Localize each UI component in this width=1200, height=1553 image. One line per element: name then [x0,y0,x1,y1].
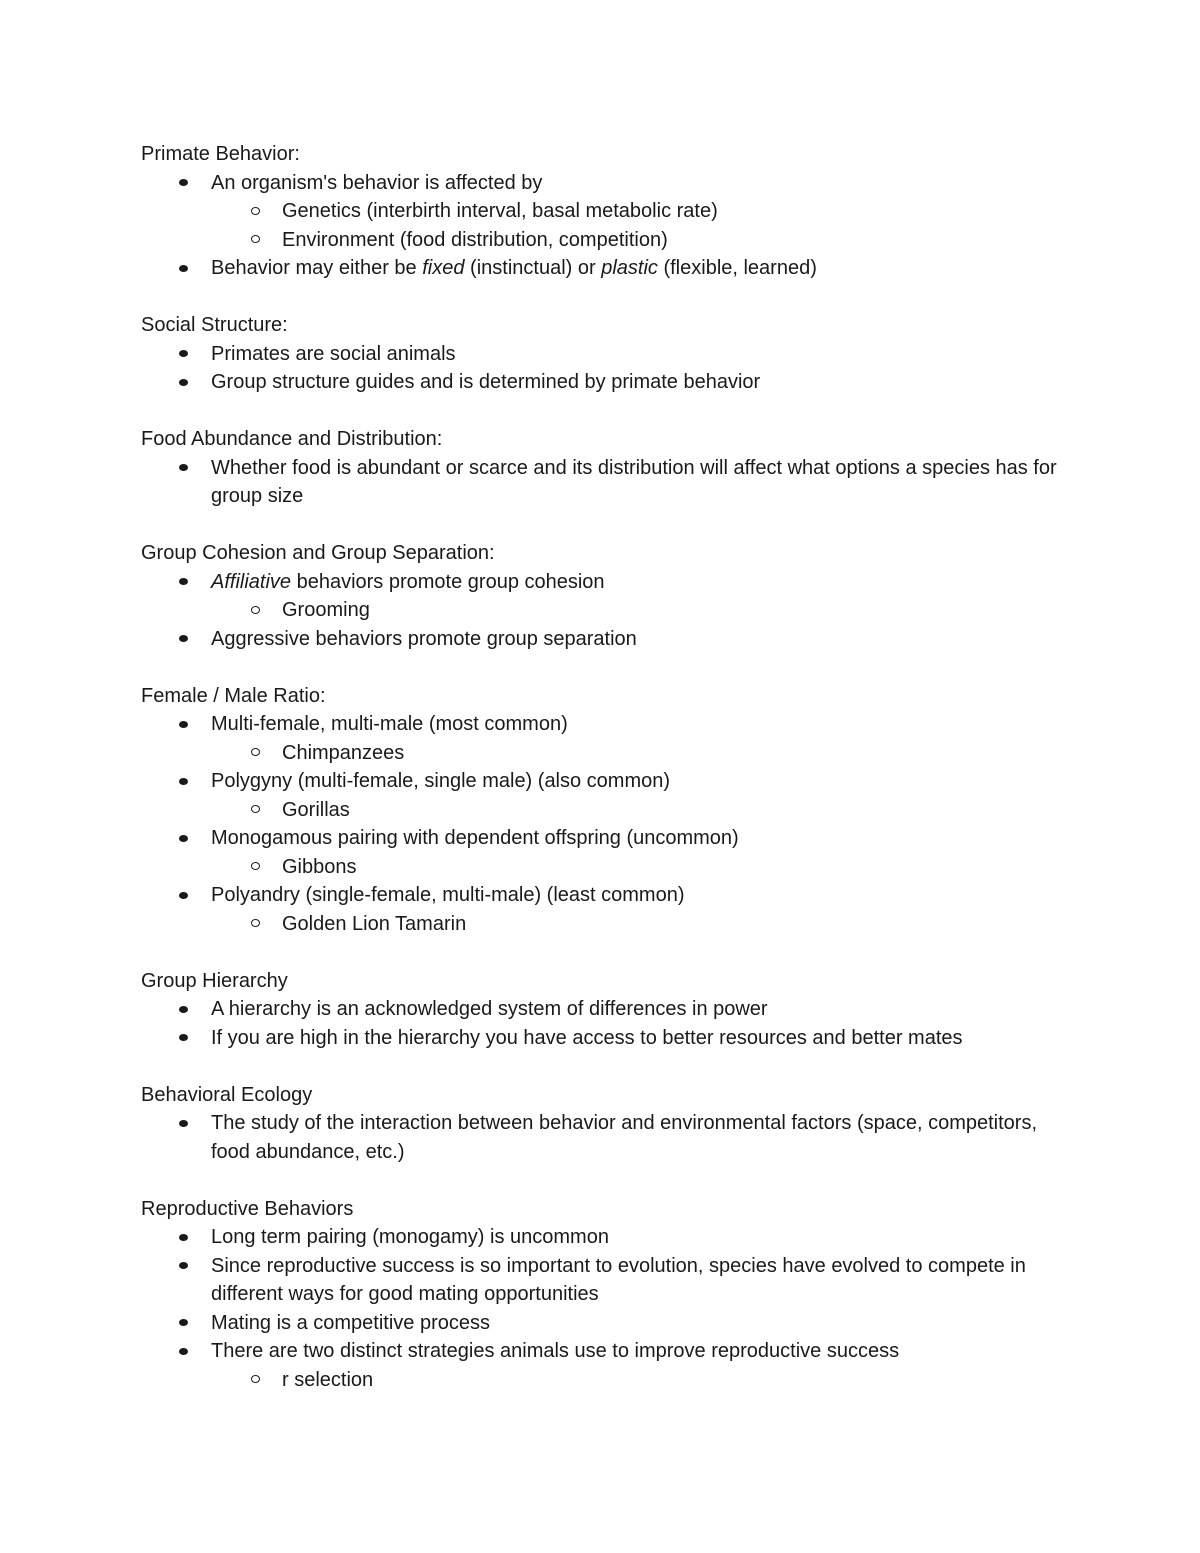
bullet-text: Behavior may either be [211,257,423,279]
bullet-text: Monogamous pairing with dependent offspring (uncommon) [211,827,739,849]
italic-term: Affiliative [211,570,292,593]
section-heading: Food Abundance and Distribution: [141,428,443,450]
section-heading: Primate Behavior: [141,143,300,165]
bullet-item [141,254,1061,283]
bullet-item [141,340,1061,369]
section [141,539,1061,653]
bullet-item [141,767,1061,796]
bullet-item [141,1252,1061,1309]
sub-bullet-item: Grooming [141,596,1061,625]
bullet-item [141,881,1061,910]
bullet-item [141,625,1061,654]
italic-term: plastic [601,257,658,279]
bullet-text: behaviors promote group cohesion [291,570,605,593]
italic-term: fixed [422,257,465,279]
section [141,425,1061,511]
bullet-text: Long term pairing (monogamy) is uncommon [211,1226,609,1248]
bullet-text: Mating is a competitive process [211,1311,491,1334]
document-page [141,140,1061,1423]
bullet-item [141,454,1061,511]
bullet-text: Group structure guides and is determined by primate behavior [211,371,761,393]
bullet-text: There are two distinct strategies animals use to improve reproductive success [211,1340,900,1362]
section [141,1195,1061,1395]
bullet-item [141,1309,1061,1338]
bullet-item [141,568,1061,597]
section-heading: Social Structure: [141,314,288,336]
bullet-text: (flexible, learned) [657,257,817,279]
section [141,311,1061,397]
section [141,682,1061,939]
bullet-text: If you are high in the hierarchy you have access to better resources and better mates [211,1026,963,1049]
section-heading: Reproductive Behaviors [141,1197,354,1220]
bullet-text: Multi-female, multi-male (most common) [211,713,568,735]
bullet-text: Polyandry (single-female, multi-male) (least common) [211,884,685,906]
bullet-text: Aggressive behaviors promote group separation [211,627,637,650]
sub-bullet-item: Gorillas [141,796,1061,825]
bullet-text: Primates are social animals [211,342,456,365]
section-heading: Female / Male Ratio: [141,684,326,707]
bullet-text: Since reproductive success is so important to evolution, species have evolved to compete in different ways for good mating opportunities [211,1254,1026,1305]
bullet-text: The study of the interaction between behavior and environmental factors (space, competitors, food abundance, etc.) [211,1112,1038,1163]
bullet-text: A hierarchy is an acknowledged system of differences in power [211,998,768,1020]
bullet-item [141,824,1061,853]
bullet-item [141,1223,1061,1252]
bullet-item [141,1024,1061,1053]
section-heading: Group Cohesion and Group Separation: [141,542,495,564]
bullet-item [141,710,1061,739]
sub-bullet-item: Chimpanzees [141,739,1061,768]
sub-bullet-item: Golden Lion Tamarin [141,910,1061,939]
bullet-text: An organism's behavior is affected by [211,171,543,194]
bullet-item [141,368,1061,397]
bullet-item [141,1109,1061,1166]
bullet-text: (instinctual) or [464,257,602,279]
bullet-text: Whether food is abundant or scarce and its distribution will affect what options a species has for group size [211,456,1057,507]
bullet-text: Polygyny (multi-female, single male) (also common) [211,770,671,792]
section-heading: Group Hierarchy [141,969,288,992]
sub-bullet-item: Environment (food distribution, competition) [141,226,1061,255]
section-heading: Behavioral Ecology [141,1083,313,1106]
section [141,140,1061,283]
bullet-item [141,169,1061,198]
sub-bullet-item: Genetics (interbirth interval, basal metabolic rate) [141,197,1061,226]
bullet-item [141,1337,1061,1366]
sub-bullet-item: Gibbons [141,853,1061,882]
sub-bullet-item: r selection [141,1366,1061,1395]
section [141,1081,1061,1167]
bullet-item [141,995,1061,1024]
section [141,967,1061,1053]
